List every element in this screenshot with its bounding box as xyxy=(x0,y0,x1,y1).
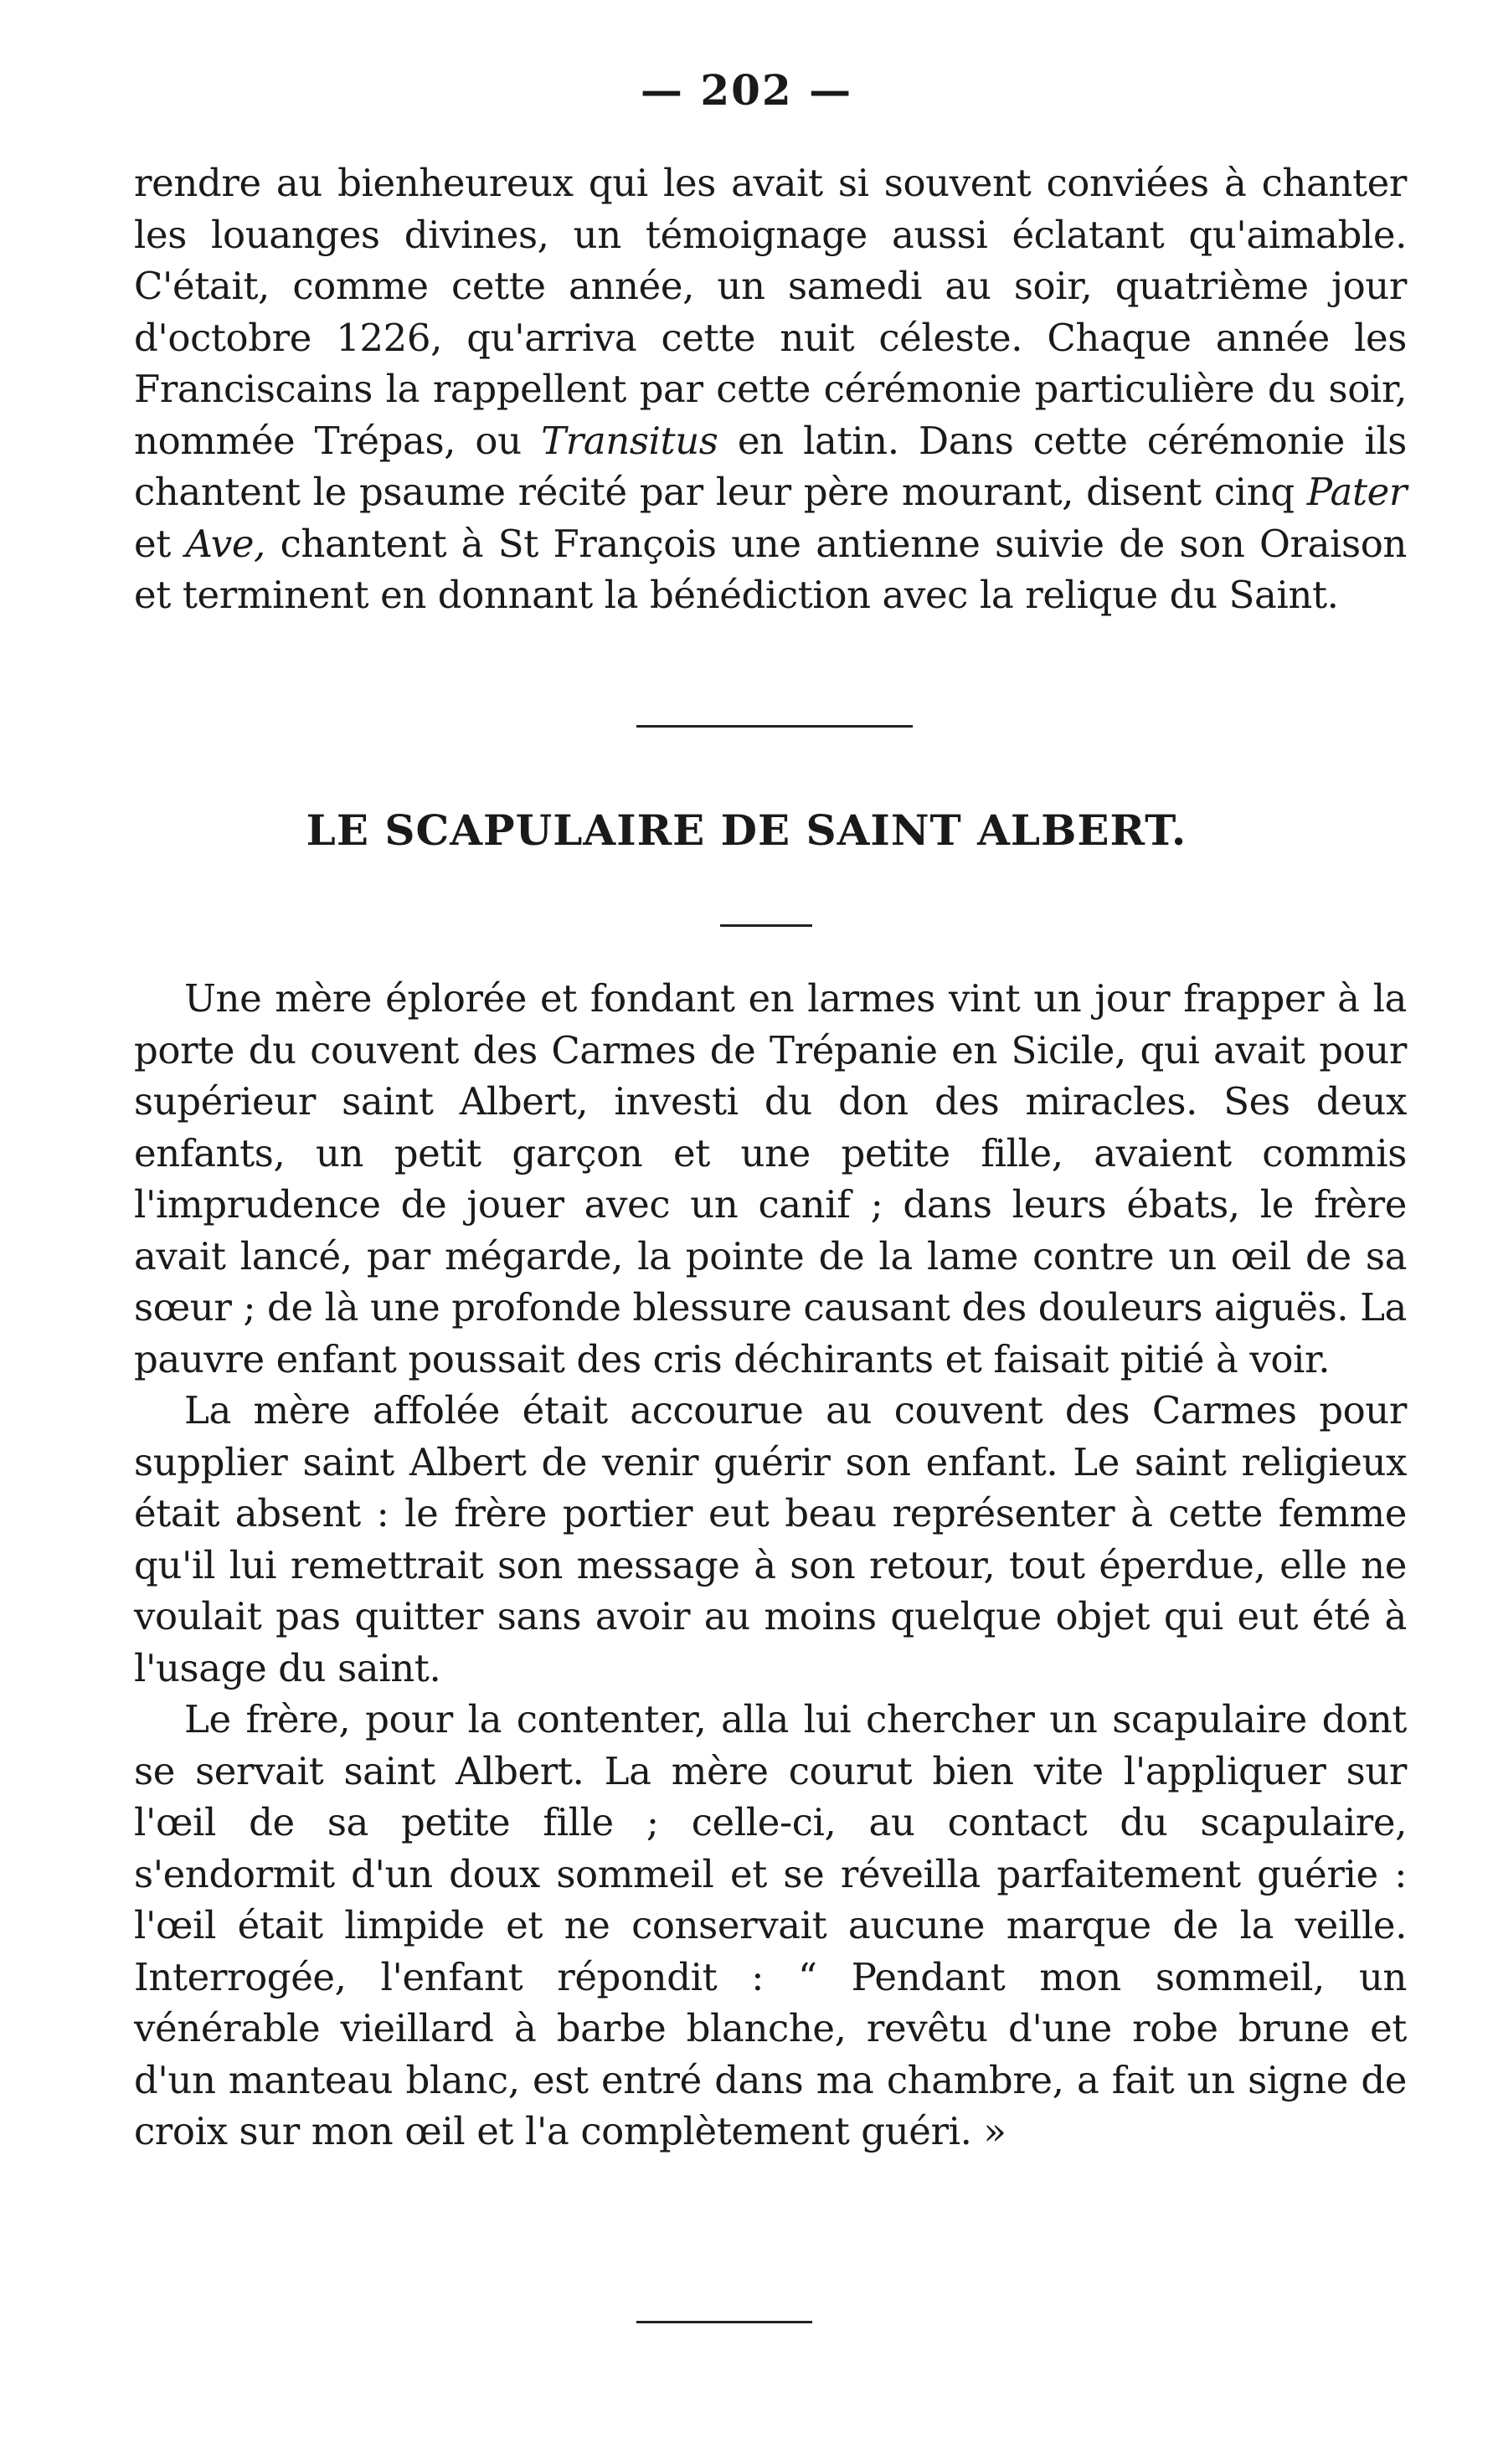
italic-term-pater: Pater xyxy=(1306,470,1407,514)
text-segment: rendre au bienheureux qui les avait si souvent conviées à chanter les louanges divines, un témoignage aussi éclatant qu'aimable. C'était, comme cette année, un samedi au soir, quatrième jour d'octobre 1226, qu'arriva cette nuit céleste. Chaque année les Franciscains la rappellent par cette cérémonie particulière du soir, nommée Trépas, ou xyxy=(134,161,1407,463)
italic-term-transitus: Transitus xyxy=(541,418,718,463)
paragraph-2: La mère affolée était accourue au couvent des Carmes pour supplier saint Albert de venir guérir son enfant. Le saint religieux était absent : le frère portier eut beau représenter à cette femme qu'il lui remettrait son message à son retour, tout éperdue, elle ne voulait pas quitter sans avoir au moins quelque objet qui eut été à l'usage du saint. xyxy=(134,1388,1407,1690)
text-segment: chantent à St François une antienne suivie de son Oraison et terminent en donnant la bénédiction avec la relique du Saint. xyxy=(134,521,1408,617)
section-body xyxy=(134,973,1407,2158)
section-title: LE SCAPULAIRE DE SAINT ALBERT. xyxy=(306,805,1187,855)
title-underline-rule xyxy=(720,924,812,927)
text-segment: en latin. Dans cette cérémonie ils chantent le psaume récité par leur père mourant, disent cinq xyxy=(134,418,1408,514)
continued-paragraph xyxy=(134,157,1407,621)
end-divider-rule xyxy=(636,2321,812,2323)
text-segment: et xyxy=(134,521,171,566)
paragraph-1: Une mère éplorée et fondant en larmes vint un jour frapper à la porte du couvent des Carmes de Trépanie en Sicile, qui avait pour supérieur saint Albert, investi du don des miracles. Ses deux enfants, un petit garçon et une petite fille, avaient commis l'imprudence de jouer avec un canif ; dans leurs ébats, le frère avait lancé, par mégarde, la pointe de la lame contre un œil de sa sœur ; de là une profonde blessure causant des douleurs aiguës. La pauvre enfant poussait des cris déchirants et faisait pitié à voir. xyxy=(134,976,1407,1381)
paragraph-3: Le frère, pour la contenter, alla lui chercher un scapulaire dont se servait saint Albert. La mère courut bien vite l'appliquer sur l'œil de sa petite fille ; celle-ci, au contact du scapulaire, s'endormit d'un doux sommeil et se réveilla parfaitement guérie : l'œil était limpide et ne conservait aucune marque de la veille. Interrogée, l'enfant répondit : “ Pendant mon sommeil, un vénérable vieillard à barbe blanche, revêtu d'une robe brune et d'un manteau blanc, est entré dans ma chambre, a fait un signe de croix sur mon œil et l'a complètement guéri. » xyxy=(134,1697,1407,2153)
section-divider-rule xyxy=(636,725,913,728)
italic-term-ave: Ave, xyxy=(185,521,265,566)
page-number: — 202 — xyxy=(640,65,853,115)
paragraph-transitus xyxy=(134,157,1407,621)
